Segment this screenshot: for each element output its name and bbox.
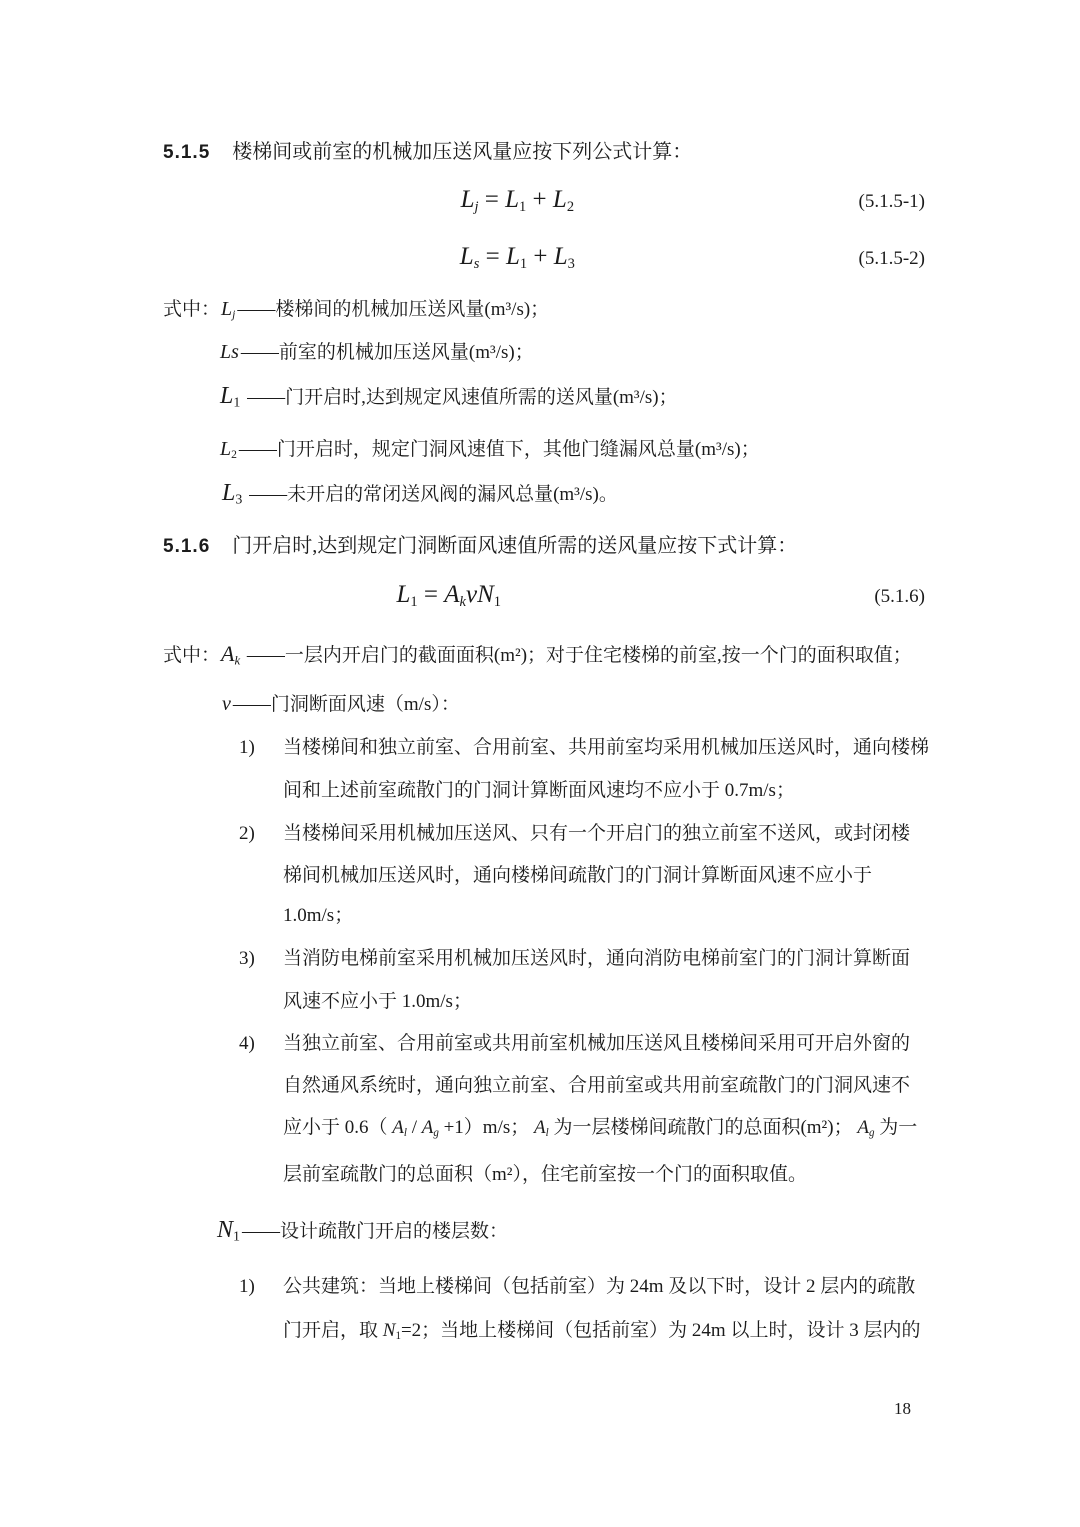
formula-segment: A — [392, 1117, 404, 1138]
numbered-item-4-line-4 — [283, 1163, 807, 1187]
numbered-item-text: 风速不应小于 1.0m/s； — [283, 991, 472, 1012]
formula-row-5-1-5-2 — [163, 243, 925, 281]
where-label: 式中： — [163, 645, 221, 666]
formula-segment: g — [433, 1126, 439, 1139]
numbered-item-4-line-1 — [239, 1032, 910, 1056]
formula-segment: k — [459, 593, 466, 610]
formula-segment: 2 — [231, 448, 237, 462]
numbered-item-n1-line-1 — [239, 1275, 915, 1299]
definition-term-ls — [220, 341, 239, 363]
formula-segment: + — [526, 186, 553, 213]
formula-segment: =2；当地上楼梯间（包括前室）为 24m 以上时，设计 3 层内的 — [400, 1320, 921, 1341]
formula-segment: s — [473, 255, 480, 272]
formula-segment: N — [217, 1217, 234, 1243]
formula-segment: s — [231, 341, 239, 363]
formula-segment: A — [421, 1117, 434, 1138]
formula-segment: l — [545, 1126, 549, 1139]
formula-segment: j — [232, 308, 236, 322]
formula-segment: = — [479, 243, 506, 270]
formula-segment: 应小于 0.6（ — [283, 1117, 393, 1138]
definition-n1 — [217, 1215, 508, 1246]
definition-l3 — [222, 478, 618, 509]
formula-segment: 为一层楼梯间疏散门的总面积(m²)； — [548, 1117, 858, 1138]
definition-ak — [163, 640, 912, 669]
formula-segment: + — [527, 243, 554, 270]
definition-desc-ls: ——前室的机械加压送风量(m³/s)； — [240, 342, 534, 363]
numbered-item-1-line-2 — [283, 779, 795, 803]
definition-term-l1 — [220, 383, 240, 409]
formula-segment: 1 — [519, 198, 527, 215]
numbered-item-formula-text — [283, 1320, 920, 1341]
formula-segment: L — [552, 186, 567, 213]
formula-number-5-1-6: (5.1.6) — [874, 586, 925, 607]
numbered-item-2-line-3 — [283, 904, 353, 928]
definition-term-v — [222, 693, 231, 715]
formula-segment: k — [234, 653, 241, 668]
clause-5-1-5-heading — [163, 140, 692, 165]
formula-segment: 门开启，取 — [283, 1320, 383, 1341]
clause-5-1-6-number: 5.1.6 — [163, 536, 211, 557]
formula-segment: L — [396, 581, 411, 608]
formula-segment: +1）m/s； — [438, 1117, 535, 1138]
formula-segment: L — [220, 341, 232, 363]
formula-segment: j — [474, 198, 479, 215]
formula-ls — [460, 243, 575, 273]
numbered-item-marker: 1) — [239, 737, 255, 758]
numbered-item-2-line-2 — [283, 864, 872, 888]
definition-desc-l1: ——门开启时,达到规定风速值所需的送风量(m³/s)； — [242, 387, 678, 408]
formula-segment: 1 — [410, 593, 418, 610]
formula-segment: 1 — [395, 1329, 401, 1342]
numbered-item-text: 自然通风系统时，通向独立前室、合用前室或共用前室疏散门的门洞风速不 — [283, 1075, 911, 1096]
formula-segment: 1 — [493, 593, 502, 610]
definition-term-ak — [221, 641, 240, 666]
formula-segment: N — [477, 581, 494, 608]
formula-segment: L — [220, 383, 234, 409]
formula-segment: L — [505, 186, 520, 213]
definition-ls — [220, 340, 534, 365]
numbered-item-text: 梯间机械加压送风时，通向楼梯间疏散门的门洞计算断面风速不应小于 — [283, 865, 873, 886]
formula-row-5-1-5-1 — [163, 186, 925, 224]
formula-segment: L — [221, 298, 233, 320]
formula-segment: v — [465, 581, 478, 608]
numbered-item-marker: 2) — [239, 823, 255, 844]
formula-segment: A — [857, 1117, 869, 1138]
definition-term-l3 — [222, 480, 242, 506]
formula-segment: L — [220, 438, 232, 460]
formula-segment: 为一 — [874, 1117, 918, 1138]
numbered-item-2-line-1 — [239, 822, 910, 846]
definition-term-l2 — [220, 438, 237, 460]
definition-desc-l3: ——未开启的常闭送风阀的漏风总量(m³/s)。 — [244, 484, 618, 505]
formula-segment: 1 — [233, 395, 241, 411]
numbered-item-1-line-1 — [239, 736, 929, 760]
definition-term-lj — [221, 298, 235, 320]
numbered-item-4-line-2 — [283, 1074, 910, 1098]
numbered-item-text: 层前室疏散门的总面积（m²），住宅前室按一个门的面积取值。 — [283, 1164, 807, 1185]
definition-term-n1 — [217, 1217, 240, 1243]
formula-segment: L — [222, 480, 236, 506]
clause-5-1-5-number: 5.1.5 — [163, 142, 211, 163]
formula-segment: A — [221, 641, 235, 666]
numbered-item-text: 1.0m/s； — [283, 905, 354, 926]
numbered-item-text: 当楼梯间采用机械加压送风、只有一个开启门的独立前室不送风，或封闭楼 — [283, 823, 911, 844]
definition-l2 — [220, 437, 760, 463]
definition-desc-lj: ——楼梯间的机械加压送风量(m³/s)； — [237, 299, 550, 320]
definition-desc-n1: ——设计疏散门开启的楼层数： — [241, 1221, 508, 1242]
definition-desc-l2: ——门开启时，规定门洞风速值下，其他门缝漏风总量(m³/s)； — [238, 439, 760, 460]
where-label: 式中： — [163, 299, 221, 320]
numbered-item-formula-text — [283, 1117, 917, 1138]
clause-5-1-6-heading — [163, 534, 797, 559]
numbered-item-3-line-1 — [239, 947, 910, 971]
formula-segment: / — [406, 1117, 422, 1138]
formula-segment: L — [459, 243, 474, 270]
definition-lj — [163, 297, 549, 323]
clause-5-1-5-title: 楼梯间或前室的机械加压送风量应按下列公式计算： — [232, 141, 693, 163]
formula-segment: L — [460, 186, 475, 213]
numbered-item-text: 间和上述前室疏散门的门洞计算断面风速均不应小于 0.7m/s； — [283, 780, 795, 801]
numbered-item-marker: 3) — [239, 948, 255, 969]
formula-segment: = — [417, 581, 445, 608]
numbered-item-marker: 1) — [239, 1276, 255, 1297]
definition-l1 — [220, 381, 678, 412]
numbered-item-n1-line-2 — [283, 1319, 920, 1344]
formula-segment: 2 — [566, 198, 575, 215]
formula-segment: v — [222, 693, 231, 715]
numbered-item-text: 当独立前室、合用前室或共用前室机械加压送风且楼梯间采用可开启外窗的 — [283, 1033, 911, 1054]
page-number: 18 — [894, 1399, 911, 1418]
formula-segment: 3 — [235, 492, 243, 508]
formula-number-5-1-5-1: (5.1.5-1) — [858, 191, 925, 212]
numbered-item-text: 当楼梯间和独立前室、合用前室、共用前室均采用机械加压送风时，通向楼梯 — [283, 737, 930, 758]
definition-v — [222, 692, 460, 717]
definition-desc-ak: ——一层内开启门的截面面积(m²)；对于住宅楼梯的前室,按一个门的面积取值； — [242, 645, 912, 666]
formula-segment: 1 — [233, 1229, 240, 1245]
formula-lj — [461, 186, 574, 216]
formula-number-5-1-5-2: (5.1.5-2) — [858, 248, 925, 269]
formula-segment: A — [444, 581, 460, 608]
numbered-item-text: 当消防电梯前室采用机械加压送风时，通向消防电梯前室门的门洞计算断面 — [283, 948, 911, 969]
numbered-item-3-line-2 — [283, 990, 472, 1014]
formula-segment: N — [382, 1320, 396, 1341]
formula-segment: L — [505, 243, 520, 270]
formula-segment: 3 — [567, 255, 575, 272]
formula-l1 — [396, 581, 501, 611]
definition-desc-v: ——门洞断面风速（m/s）： — [232, 694, 460, 715]
formula-segment: A — [534, 1117, 546, 1138]
formula-segment: = — [478, 186, 506, 213]
clause-5-1-6-title: 门开启时,达到规定门洞断面风速值所需的送风量应按下式计算： — [232, 535, 798, 557]
formula-segment: L — [553, 243, 568, 270]
formula-row-5-1-6 — [163, 581, 925, 619]
numbered-item-4-line-3 — [283, 1116, 917, 1141]
numbered-item-text: 公共建筑：当地上楼梯间（包括前室）为 24m 及以下时，设计 2 层内的疏散 — [283, 1276, 916, 1297]
numbered-item-marker: 4) — [239, 1033, 255, 1054]
formula-segment: 1 — [519, 255, 528, 272]
formula-segment: g — [868, 1126, 875, 1139]
formula-segment: l — [403, 1126, 407, 1139]
